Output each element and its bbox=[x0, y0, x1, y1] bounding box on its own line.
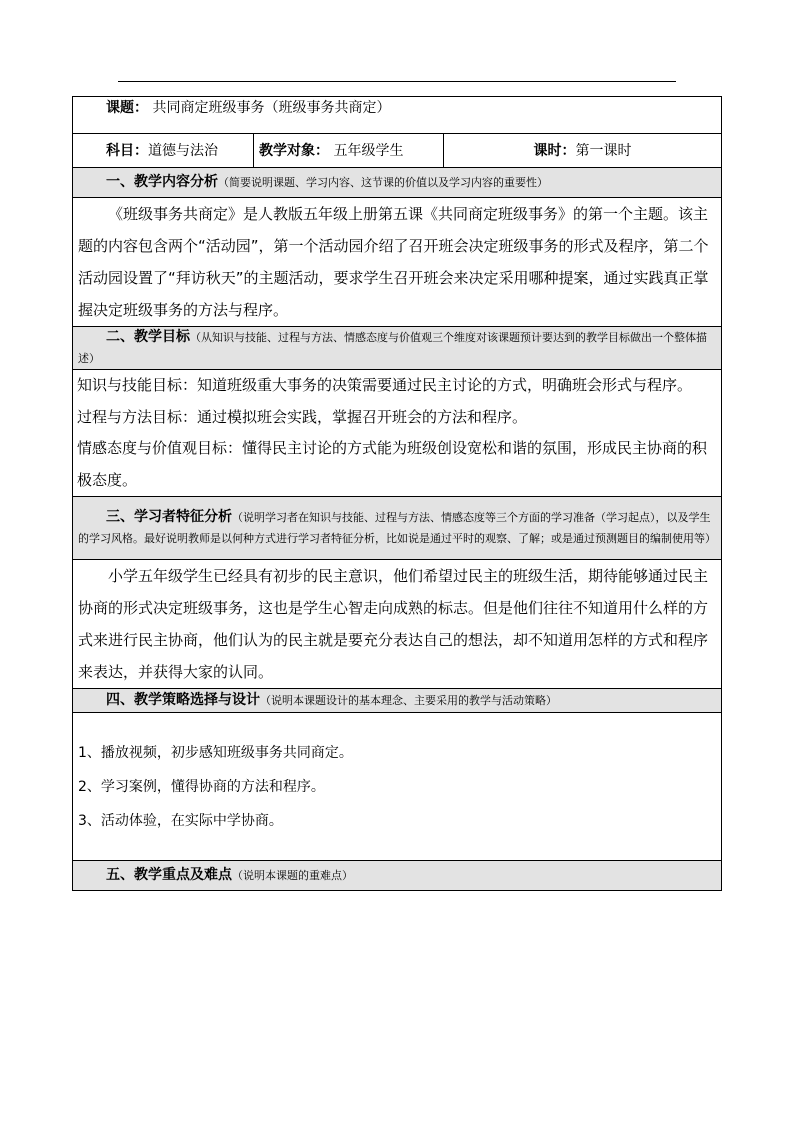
content-analysis-header-row bbox=[73, 168, 722, 198]
topic-row bbox=[73, 97, 722, 134]
strategy-note: （说明本课题设计的基本理念、主要采用的教学与活动策略） bbox=[260, 694, 557, 707]
objectives-header-row bbox=[73, 327, 722, 370]
topic-cell bbox=[73, 97, 722, 134]
audience-label: 教学对象： bbox=[259, 142, 329, 159]
page-header-rule bbox=[118, 81, 676, 82]
objectives-header bbox=[73, 327, 722, 370]
content-analysis-body-row bbox=[73, 198, 722, 327]
objectives-title: 二、教学目标 bbox=[106, 329, 190, 345]
learner-analysis-title: 三、学习者特征分析 bbox=[106, 509, 232, 525]
audience-cell bbox=[254, 134, 444, 168]
content-analysis-title: 一、教学内容分析 bbox=[106, 174, 218, 190]
learner-analysis-body: 小学五年级学生已经具有初步的民主意识，他们希望过民主的班级生活，期待能够通过民主协商的形式决定班级事务，这也是学生心智走向成熟的标志。但是他们往往不知道用什么样的方式来进行民主协商，他们认为的民主就是要充分表达自己的想法，却不知道用怎样的方式和程序来表达，并获得大家的认同。 bbox=[73, 560, 722, 689]
key-points-note: （说明本课题的重难点） bbox=[232, 869, 353, 882]
strategy-item: 1、播放视频，初步感知班级事务共同商定。 bbox=[78, 744, 353, 761]
key-points-header bbox=[73, 861, 722, 891]
content-analysis-body: 《班级事务共商定》是人教版五年级上册第五课《共同商定班级事务》的第一个主题。该主题的内容包含两个“活动园”，第一个活动园介绍了召开班会决定班级事务的形式及程序，第二个活动园设置了“拜访秋天”的主题活动，要求学生召开班会来决定采用哪种提案，通过实践真正掌握决定班级事务的方法与程序。 bbox=[73, 198, 722, 327]
topic-value: 共同商定班级事务（班级事务共商定） bbox=[152, 100, 391, 116]
period-cell bbox=[444, 134, 722, 168]
period-value: 第一课时 bbox=[575, 142, 632, 159]
key-points-title: 五、教学重点及难点 bbox=[106, 867, 232, 883]
strategy-header-row bbox=[73, 689, 722, 713]
learner-analysis-header-row bbox=[73, 497, 722, 560]
objectives-body-row bbox=[73, 370, 722, 497]
objectives-note: （从知识与技能、过程与方法、情感态度与价值观三个维度对该课题预计要达到的教学目标做出一个整体描述） bbox=[78, 331, 707, 365]
strategy-body bbox=[73, 713, 722, 861]
topic-label: 课题： bbox=[106, 100, 148, 116]
strategy-header bbox=[73, 689, 722, 713]
objectives-body bbox=[73, 370, 722, 497]
subject-cell bbox=[73, 134, 254, 168]
key-points-header-row bbox=[73, 861, 722, 891]
strategy-item: 2、学习案例，懂得协商的方法和程序。 bbox=[78, 778, 325, 795]
subject-label: 科目： bbox=[106, 142, 148, 159]
lesson-plan-table bbox=[72, 96, 722, 891]
period-label: 课时： bbox=[533, 142, 576, 159]
strategy-title: 四、教学策略选择与设计 bbox=[106, 692, 260, 708]
content-analysis-header bbox=[73, 168, 722, 198]
objective-knowledge: 知识与技能目标：知道班级重大事务的决策需要通过民主讨论的方式，明确班会形式与程序。 bbox=[77, 376, 693, 394]
audience-value: 五年级学生 bbox=[333, 142, 404, 159]
strategy-item: 3、活动体验，在实际中学协商。 bbox=[78, 812, 283, 829]
objective-process: 过程与方法目标：通过模拟班会实践，掌握召开班会的方法和程序。 bbox=[77, 407, 528, 426]
objective-attitude: 情感态度与价值观目标：懂得民主讨论的方式能为班级创设宽松和谐的氛围，形成民主协商的积极态度。 bbox=[77, 439, 708, 489]
learner-analysis-note: （说明学习者在知识与技能、过程与方法、情感态度等三个方面的学习准备（学习起点），以及学生的学习风格。最好说明教师是以何种方式进行学习者特征分析，比如说是通过平时的观察、了解；或是通过预测题目的编制使用等） bbox=[78, 511, 716, 545]
learner-analysis-header bbox=[73, 497, 722, 560]
strategy-body-row bbox=[73, 713, 722, 861]
info-row bbox=[73, 134, 722, 168]
content-analysis-note: （简要说明课题、学习内容、这节课的价值以及学习内容的重要性） bbox=[218, 176, 548, 189]
learner-analysis-body-row bbox=[73, 560, 722, 689]
subject-value: 道德与法治 bbox=[148, 142, 218, 159]
